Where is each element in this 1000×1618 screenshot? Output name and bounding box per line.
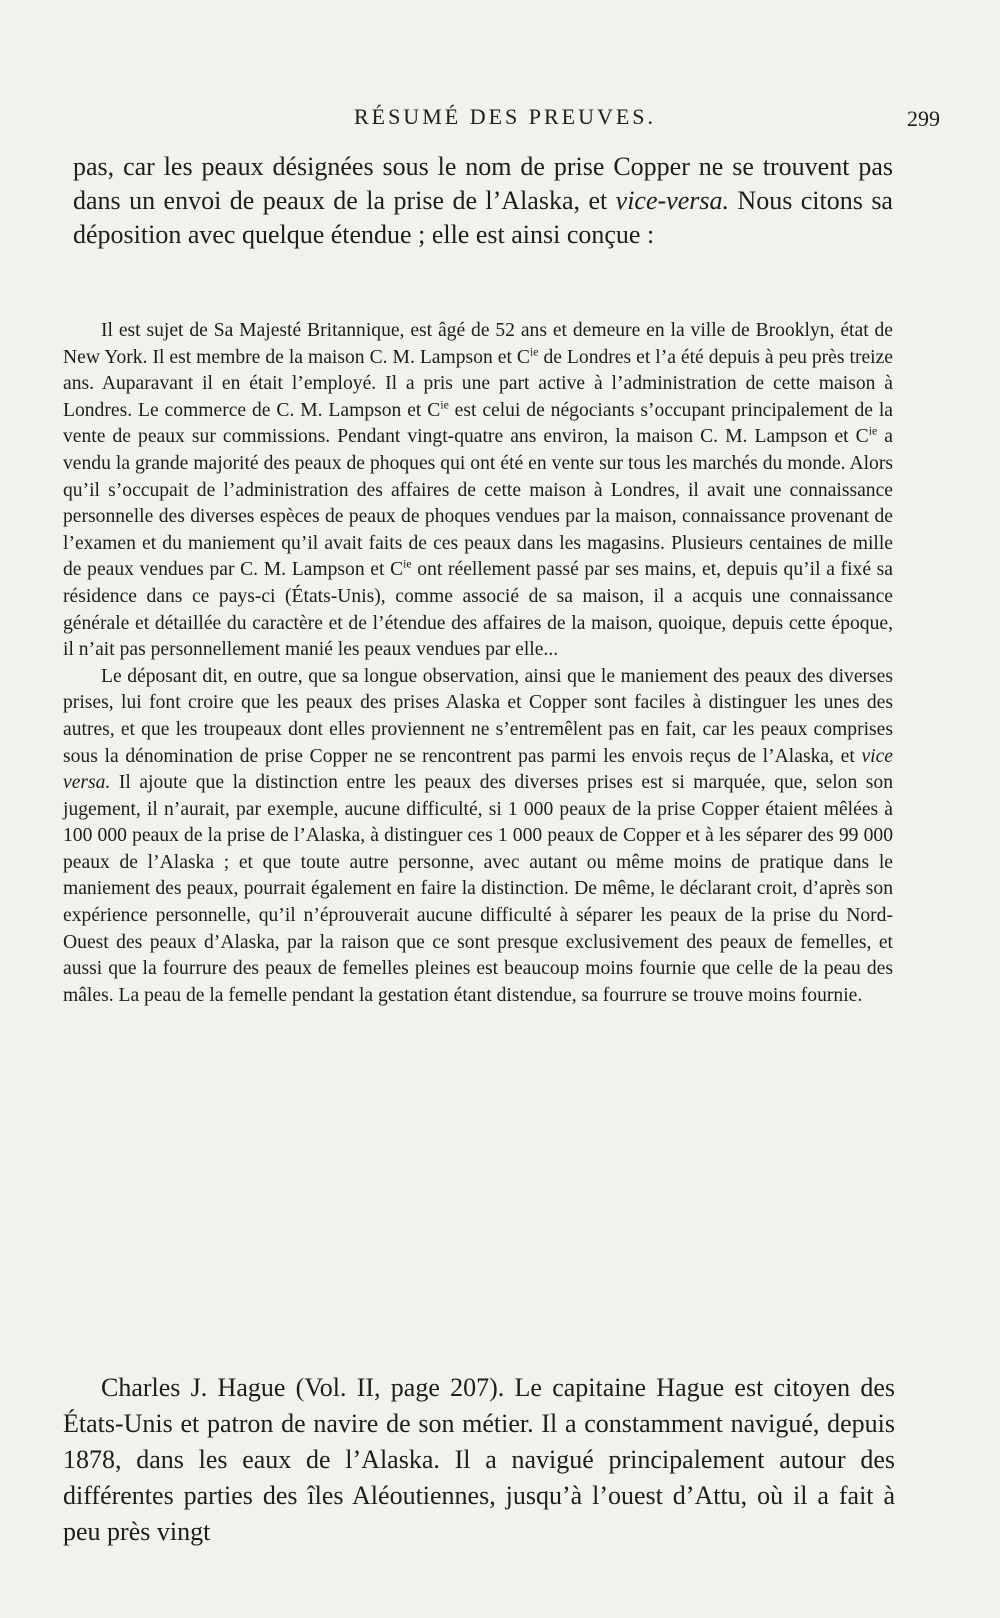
page-number: 299 — [907, 106, 940, 131]
superscript-ie: ie — [440, 398, 449, 412]
lead-text-2: Nous citons sa déposition avec quelque étendue ; elle est ainsi conçue : — [73, 186, 893, 249]
quote-text: de Londres et l’a été depuis à peu près treize ans. Auparavant il en était l’employé. Il a pris une part active à l’administration de cette maison à Londres. Le commerce de C. M. Lampson et C — [63, 346, 893, 421]
running-head — [70, 100, 940, 134]
lead-paragraph — [73, 150, 893, 252]
running-title: RÉSUMÉ DES PREUVES. — [353, 104, 657, 129]
quote-paragraph-2 — [63, 664, 893, 1010]
quote-text: ont réellement passé par ses mains, et, depuis qu’il a fixé sa résidence dans ce pays-ci (États-Unis), comme associé de sa maison, il a acquis une connaissance générale et détaillée du caractère et de l’étendue des affaires de la maison, quoique, depuis cette époque, il n’ait pas personnellement manié les peaux vendues par elle... — [63, 559, 893, 661]
superscript-ie: ie — [868, 424, 878, 438]
quote-paragraph-1 — [63, 318, 893, 664]
quote-text: a vendu la grande majorité des peaux de phoques qui ont été en vente sur tous les marchés du monde. Alors qu’il s’occupait de l’administration des affaires de cette maison à Londres, il avait une connaissance personnelle des diverses espèces de peaux de phoques vendues par la maison, connaissance provenant de l’examen et du maniement qu’il avait faits de ces peaux dans les magasins. Plusieurs centaines de mille de peaux vendues par C. M. Lampson et C — [63, 426, 893, 581]
quote-text: Il est sujet de Sa Majesté Britannique, est âgé de 52 ans et demeure en la ville de Brooklyn, état de New York. Il est membre de la maison C. M. Lampson et C — [63, 320, 893, 368]
quote-italic: vice versa. — [63, 745, 893, 794]
quote-text: Le déposant dit, en outre, que sa longue observation, ainsi que le maniement des peaux des diverses prises, lui font croire que les peaux des prises Alaska et Copper sont faciles à distinguer les unes des autres, et que les troupeaux dont elles proviennent ne s’entremêlent pas en fait, car les peaux comprises sous la dénomination de prise Copper ne se rencontrent pas parmi les envois reçus de l’Alaska, et — [63, 665, 893, 767]
quote-text: Il ajoute que la distinction entre les peaux des diverses prises est si marquée, que, selon son jugement, il n’aurait, par exemple, aucune difficulté, si 1 000 peaux de la prise Copper étaient mêlées à 100 000 peaux de la prise de l’Alaska, à distinguer ces 1 000 peaux de Copper et à les séparer des 99 000 peaux de l’Alaska ; et que toute autre personne, avec autant ou même moins de pratique dans le maniement des peaux, pourrait également en faire la distinction. De même, le déclarant croit, d’après son expérience personnelle, qu’il n’éprouverait aucune difficulté à séparer les peaux de la prise du Nord-Ouest des peaux d’Alaska, par la raison que ce sont presque exclusivement des peaux de femelles, et aussi que la fourrure des peaux de femelles pleines est beaucoup moins fournie que celle de la peau des mâles. La peau de la femelle pendant la gestation étant distendue, sa fourrure se trouve moins fournie. — [63, 772, 893, 1006]
superscript-ie: ie — [403, 557, 412, 571]
lead-text-1: pas, car les peaux désignées sous le nom de prise Copper ne se trouvent pas dans un envoi de peaux de la prise de l’Alaska, et — [73, 152, 893, 215]
superscript-ie: ie — [529, 345, 539, 359]
quote-text: est celui de négociants s’occupant principalement de la vente de peaux sur commissions. Pendant vingt-quatre ans environ, la maison C. M. Lampson et C — [63, 399, 893, 448]
deposition-quote — [63, 318, 893, 1009]
lead-italic: vice-versa. — [615, 186, 729, 215]
witness-paragraph: Charles J. Hague (Vol. II, page 207). Le capitaine Hague est citoyen des États-Unis et patron de navire de son métier. Il a constamment navigué, depuis 1878, dans les eaux de l’Alaska. Il a navigué principalement autour des différentes parties des îles Aléoutiennes, jusqu’à l’ouest d’Attu, où il a fait à peu près vingt — [63, 1373, 895, 1546]
